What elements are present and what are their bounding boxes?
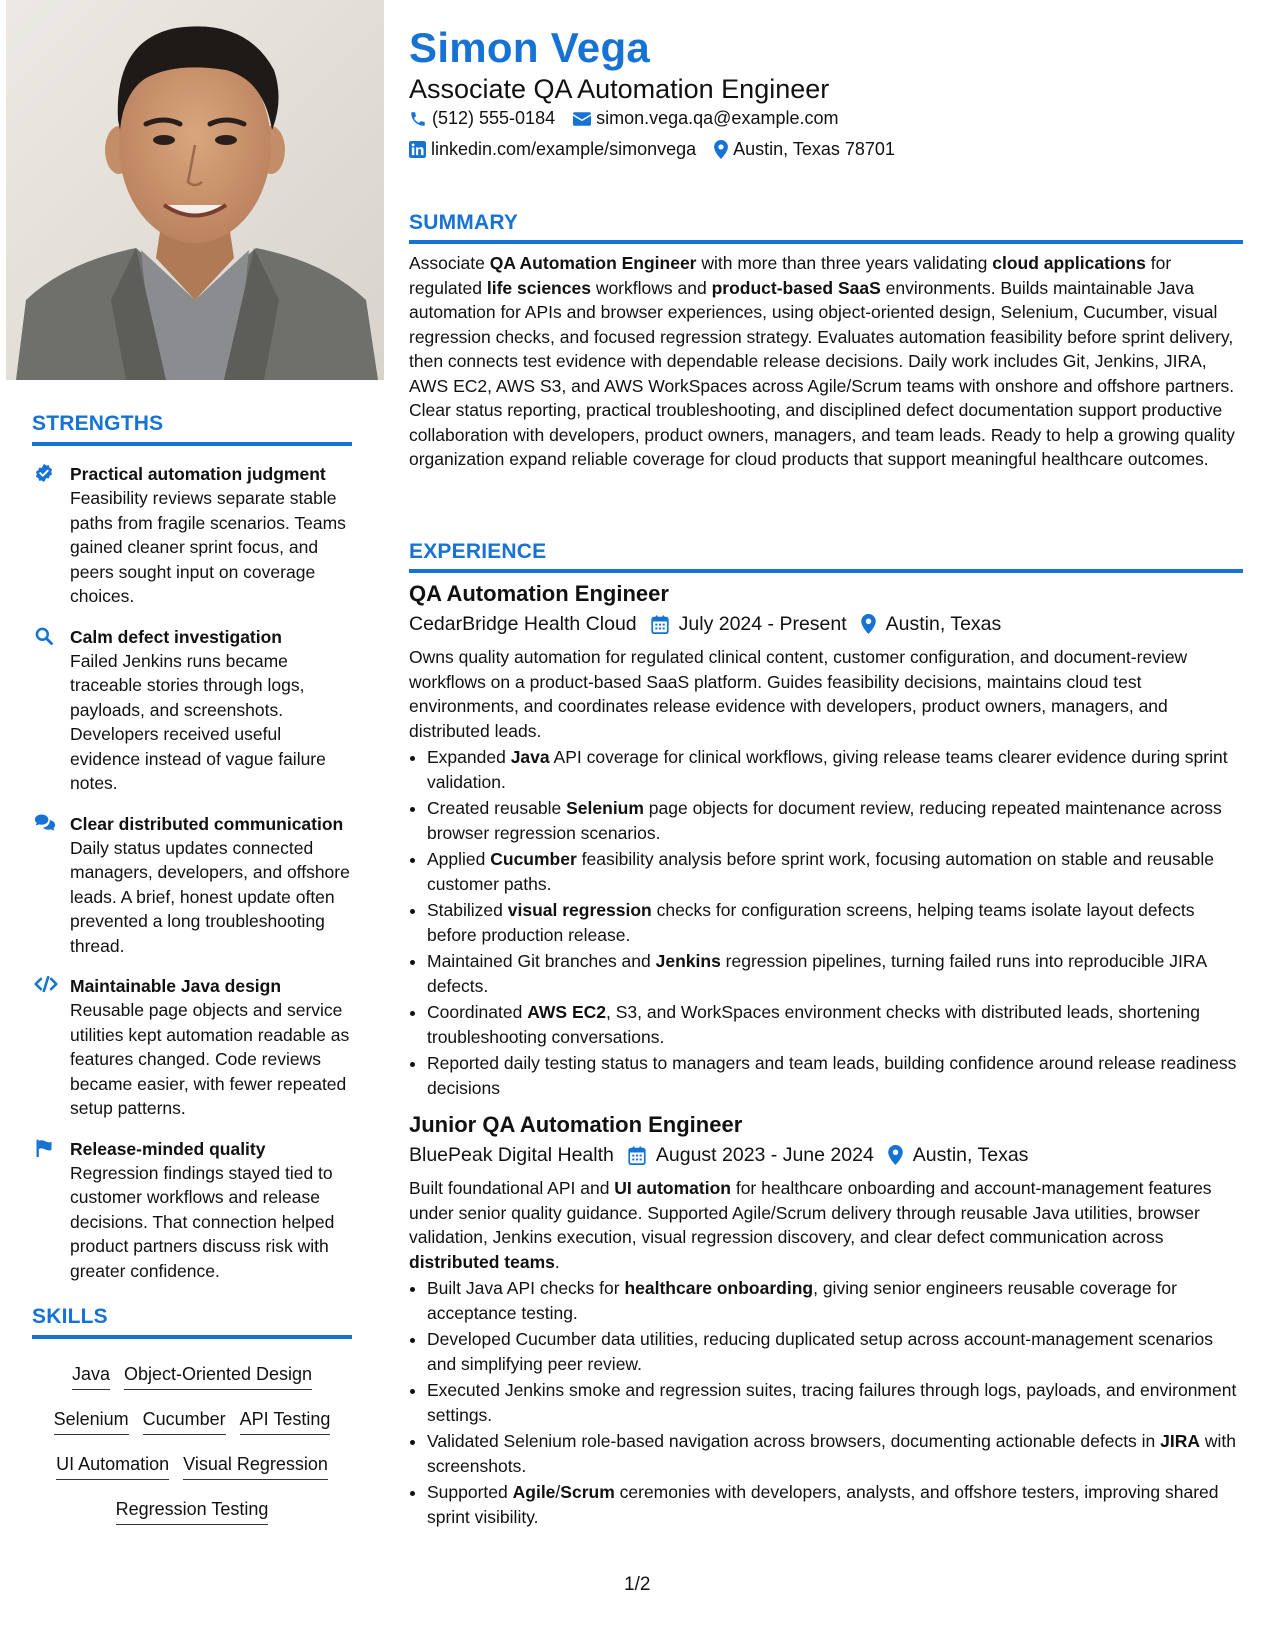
bold-text: JIRA	[1160, 1431, 1201, 1451]
summary-rule	[409, 240, 1243, 244]
job-bullet	[427, 847, 1243, 896]
text-run: Stabilized	[427, 900, 508, 920]
strength-item	[32, 812, 352, 959]
skill-tag: Selenium	[54, 1407, 129, 1435]
bold-text: Agile	[512, 1482, 556, 1502]
experience-rule	[409, 569, 1243, 573]
skill-tag: API Testing	[240, 1407, 331, 1435]
text-run: Developed Cucumber data utilities, reducing duplicated setup across account-management scenarios and simplifying peer review.	[427, 1329, 1213, 1374]
bold-text: QA Automation Engineer	[489, 253, 697, 273]
skills-row	[32, 1398, 352, 1443]
left-column	[0, 0, 384, 1650]
text-run: Associate	[409, 253, 490, 273]
job-company: BluePeak Digital Health	[409, 1144, 614, 1166]
profile-photo	[6, 0, 384, 380]
strength-description: Daily status updates connected managers, developers, and offshore leads. A brief, honest update often prevented a long troubleshooting thread.	[70, 837, 350, 956]
job-dates-text: July 2024 - Present	[678, 613, 847, 635]
contact-row-1	[409, 108, 856, 129]
skill-tag: Regression Testing	[116, 1497, 269, 1525]
text-run: for regulated	[409, 253, 1172, 298]
skill-tag: Visual Regression	[183, 1452, 328, 1480]
email-icon	[573, 112, 591, 126]
bold-text: UI automation	[614, 1178, 731, 1198]
check-badge-icon	[34, 463, 54, 483]
job-location	[861, 609, 1002, 639]
calendar-icon	[651, 615, 669, 634]
candidate-name: Simon Vega	[409, 24, 651, 71]
skills-list	[32, 1353, 352, 1533]
bold-text: Scrum	[560, 1482, 615, 1502]
text-run: Expanded	[427, 747, 511, 767]
text-run: , S3, and WorkSpaces environment checks with distributed leads, shortening troubleshooting conversations.	[427, 1002, 1201, 1047]
job-description	[409, 1176, 1243, 1274]
bold-text: healthcare onboarding	[624, 1278, 814, 1298]
job-location-text: Austin, Texas	[912, 1144, 1029, 1166]
sidebar	[32, 412, 352, 1533]
text-run: for healthcare onboarding and account-management features under senior quality guidance. Supported Agile/Scrum delivery through reusable Java utilities, browser validation, Jenkins execution, visual regression discovery, and clear defect communication across	[409, 1178, 1212, 1247]
text-run: checks for configuration screens, helping teams isolate layout defects before production release.	[427, 900, 1195, 945]
text-run: Built Java API checks for	[427, 1278, 625, 1298]
bold-text: product-based SaaS	[711, 277, 881, 298]
bold-text: cloud applications	[992, 253, 1146, 273]
strength-description: Failed Jenkins runs became traceable stories through logs, payloads, and screenshots. Developers received useful evidence instead of vague failure notes.	[70, 650, 326, 793]
text-run: Supported	[427, 1482, 513, 1502]
email-item[interactable]	[573, 108, 838, 129]
page-number: 1/2	[624, 1574, 651, 1595]
linkedin-icon	[409, 141, 426, 158]
skill-tag: Object-Oriented Design	[124, 1362, 312, 1390]
bold-text: Cucumber	[490, 849, 577, 869]
strength-title: Release-minded quality	[70, 1138, 266, 1159]
job-company: CedarBridge Health Cloud	[409, 613, 637, 635]
skills-heading: SKILLS	[32, 1305, 108, 1328]
bold-text: Java	[510, 747, 550, 767]
phone-text: (512) 555-0184	[432, 108, 556, 128]
job-bullet	[427, 745, 1243, 794]
bold-text: AWS EC2	[527, 1002, 606, 1022]
job-bullet	[427, 1327, 1243, 1376]
job-bullet	[427, 949, 1243, 998]
job-bullet	[427, 1378, 1243, 1427]
text-run: Created reusable	[427, 798, 567, 818]
text-run: Coordinated	[427, 1002, 528, 1022]
skills-row	[32, 1443, 352, 1488]
job-description	[409, 645, 1243, 743]
text-run: Built foundational API and	[409, 1178, 615, 1198]
strength-title: Calm defect investigation	[70, 626, 282, 647]
text-run: Maintained Git branches and	[427, 951, 656, 971]
bold-text: distributed teams	[409, 1251, 555, 1272]
job-bullet	[427, 796, 1243, 845]
text-run: page objects for document review, reducing repeated maintenance across browser regression scenarios.	[427, 798, 1222, 843]
summary-heading: SUMMARY	[409, 211, 519, 234]
summary-section	[409, 211, 1243, 472]
location-item	[714, 139, 895, 160]
job-bullets	[427, 745, 1243, 1100]
candidate-role: Associate QA Automation Engineer	[409, 74, 830, 104]
text-run: , giving senior engineers reusable coverage for acceptance testing.	[427, 1278, 1177, 1323]
text-run: with more than three years validating	[696, 253, 993, 273]
summary-text	[409, 251, 1243, 472]
job-dates	[651, 609, 847, 639]
text-run: /	[555, 1482, 561, 1502]
strength-item	[32, 462, 352, 609]
job-dates-text: August 2023 - June 2024	[655, 1144, 874, 1166]
job-dates	[628, 1140, 874, 1170]
bold-text: Selenium	[566, 798, 644, 818]
strengths-list	[32, 462, 352, 1283]
strength-item	[32, 625, 352, 796]
job-entry	[409, 1110, 1243, 1529]
strength-item	[32, 1137, 352, 1284]
job-bullet	[427, 1000, 1243, 1049]
location-icon	[888, 1145, 903, 1165]
linkedin-text: linkedin.com/example/simonvega	[431, 139, 697, 159]
skill-tag: Cucumber	[143, 1407, 226, 1435]
job-bullets	[427, 1276, 1243, 1529]
job-meta	[409, 1140, 1243, 1170]
strength-description: Regression findings stayed tied to customer workflows and release decisions. That connection helped product partners discuss risk with greater confidence.	[70, 1162, 335, 1281]
experience-heading: EXPERIENCE	[409, 540, 547, 563]
strength-description: Feasibility reviews separate stable paths from fragile scenarios. Teams gained cleaner sprint focus, and peers sought input on coverage choices.	[70, 488, 346, 606]
chat-icon	[34, 813, 54, 833]
strength-description: Reusable page objects and service utilities kept automation readable as features changed. Code reviews became easier, with fewer repeated setup patterns.	[70, 1000, 350, 1118]
profile-photo-illustration	[6, 0, 384, 380]
phone-item[interactable]	[409, 108, 555, 129]
code-icon	[34, 975, 54, 995]
text-run: Validated Selenium role-based navigation across browsers, documenting actionable defects in	[427, 1431, 1161, 1451]
skills-row	[32, 1488, 352, 1533]
text-run: regression pipelines, turning failed runs into reproducible JIRA defects.	[427, 951, 1207, 996]
text-run: ceremonies with developers, analysts, and offshore testers, improving shared sprint visibility.	[427, 1482, 1219, 1527]
text-run: .	[554, 1251, 560, 1272]
skill-tag: UI Automation	[56, 1452, 169, 1480]
job-bullet	[427, 898, 1243, 947]
job-bullet	[427, 1051, 1243, 1100]
text-run: Executed Jenkins smoke and regression suites, tracing failures through logs, payloads, and environment settings.	[427, 1380, 1237, 1425]
search-icon	[34, 626, 54, 646]
location-icon	[714, 140, 728, 159]
jobs-list	[409, 579, 1243, 1529]
job-meta	[409, 609, 1243, 639]
strengths-rule	[32, 442, 352, 446]
job-title: Junior QA Automation Engineer	[409, 1112, 743, 1137]
email-text: simon.vega.qa@example.com	[596, 108, 839, 128]
skills-row	[32, 1353, 352, 1398]
bold-text: life sciences	[486, 277, 591, 298]
calendar-icon	[628, 1146, 646, 1165]
linkedin-item[interactable]	[409, 139, 696, 160]
experience-section	[409, 540, 1243, 1529]
strength-title: Practical automation judgment	[70, 464, 326, 484]
strength-title: Maintainable Java design	[70, 976, 282, 996]
text-run: environments. Builds maintainable Java automation for APIs and browser experiences, using object-oriented design, Selenium, Cucumber, visual regression checks, and focused regression strategy. Evaluates automation feasibility before sprint delivery, then connects test evidence with dependable release decisions. Daily work includes Git, Jenkins, JIRA, AWS EC2, AWS S3, and AWS WorkSpaces across Agile/Scrum teams with onshore and offshore partners. Clear status reporting, practical troubleshooting, and disciplined defect documentation support productive collaboration with developers, product owners, managers, and team leads. Ready to help a growing quality organization expand reliable coverage for cloud products that support meaningful healthcare outcomes.	[409, 277, 1235, 469]
location-icon	[861, 614, 876, 634]
job-bullet	[427, 1480, 1243, 1529]
text-run: API coverage for clinical workflows, giving release teams clearer evidence during sprint validation.	[427, 747, 1228, 792]
skills-rule	[32, 1335, 352, 1339]
strength-title: Clear distributed communication	[70, 813, 344, 834]
text-run: Owns quality automation for regulated clinical content, customer configuration, and document-review workflows on a product-based SaaS platform. Guides feasibility decisions, maintains cloud test environments, and coordinates release evidence with developers, product owners, managers, and distributed leads.	[409, 647, 1188, 741]
strengths-heading: STRENGTHS	[32, 412, 164, 435]
bold-text: visual regression	[507, 900, 652, 920]
text-run: feasibility analysis before sprint work, focusing automation on stable and reusable customer paths.	[427, 849, 1214, 894]
location-text: Austin, Texas 78701	[733, 139, 895, 159]
phone-icon	[409, 110, 427, 128]
text-run: Reported daily testing status to managers and team leads, building confidence around release readiness decisions	[427, 1053, 1237, 1098]
bold-text: Jenkins	[655, 951, 721, 971]
job-bullet	[427, 1276, 1243, 1325]
job-title: QA Automation Engineer	[409, 581, 669, 606]
job-location-text: Austin, Texas	[885, 613, 1002, 635]
text-run: with screenshots.	[427, 1431, 1237, 1476]
job-bullet	[427, 1429, 1243, 1478]
job-location	[888, 1140, 1029, 1170]
text-run: Applied	[427, 849, 491, 869]
job-entry	[409, 579, 1243, 1100]
text-run: workflows and	[590, 277, 712, 298]
strength-item	[32, 974, 352, 1121]
skill-tag: Java	[72, 1362, 110, 1390]
flag-icon	[34, 1138, 54, 1158]
contact-row-2	[409, 139, 913, 160]
